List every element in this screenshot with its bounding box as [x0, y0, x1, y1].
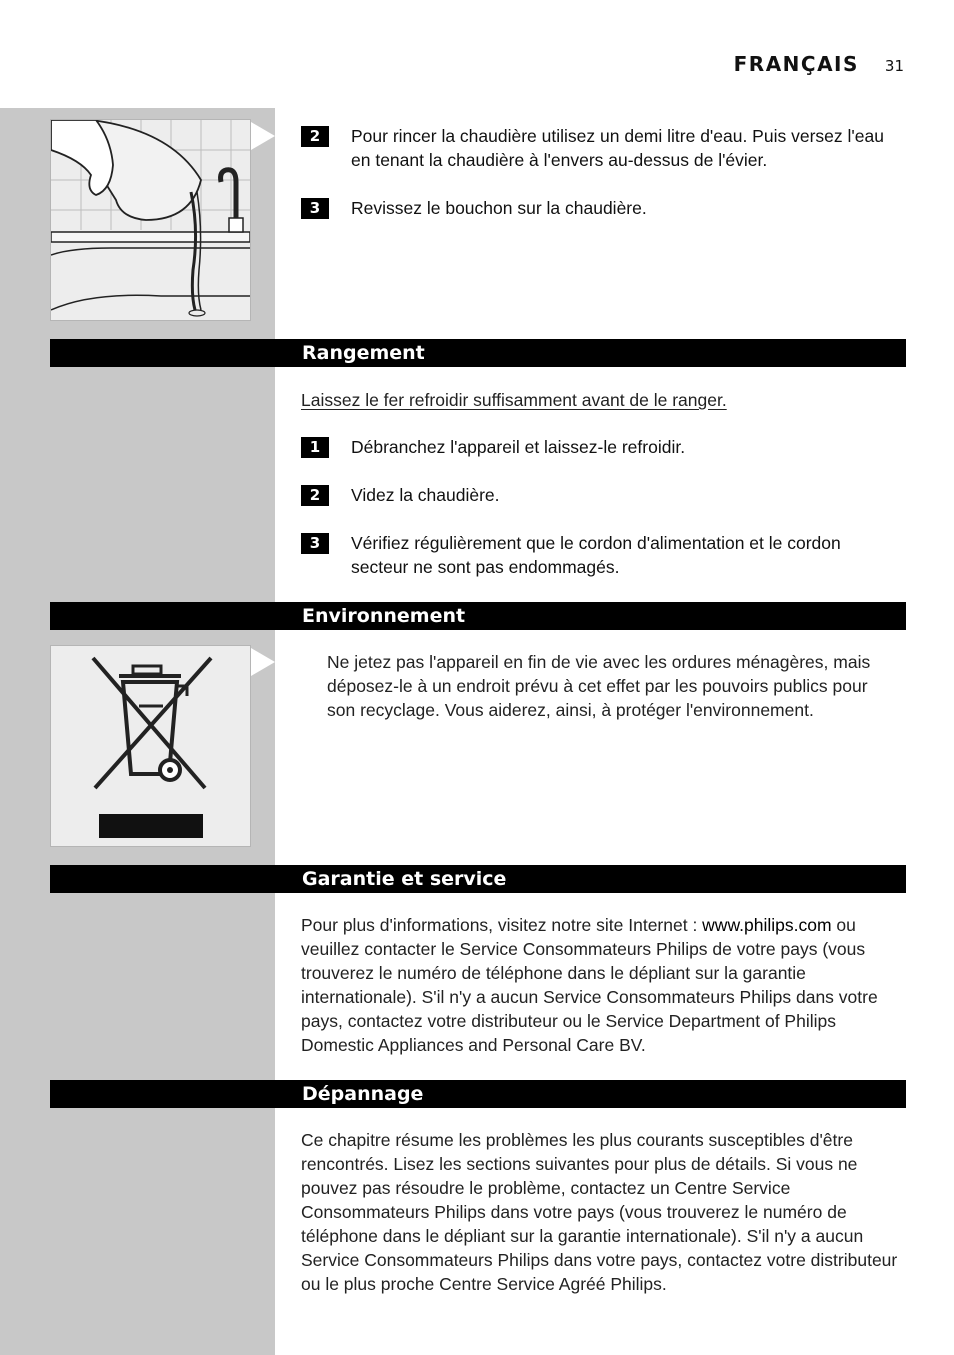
- step-number: 2: [301, 485, 329, 506]
- section-header-depannage: [50, 1080, 906, 1108]
- crossed-out-bin-icon: [50, 645, 251, 847]
- step-text: Débranchez l'appareil et laissez-le refroidir.: [351, 437, 686, 457]
- step-text: Vérifiez régulièrement que le cordon d'alimentation et le cordon secteur ne sont pas endommagés.: [351, 533, 841, 577]
- step-number: 3: [301, 533, 329, 554]
- step-text: Videz la chaudière.: [351, 485, 500, 505]
- step-number: 3: [301, 198, 329, 219]
- sink-rinse-drawing: [51, 120, 250, 320]
- step-text: Revissez le bouchon sur la chaudière.: [351, 198, 647, 218]
- philips-website-link[interactable]: www.philips.com: [702, 915, 832, 935]
- language-label: FRANÇAIS: [733, 52, 859, 76]
- troubleshooting-text: Ce chapitre résume les problèmes les plus courants susceptibles d'être rencontrés. Lisez les sections suivantes pour plus de détails. Si vous ne pouvez pas résoudre le problème, contactez un Centre Service Consommateurs Philips dans votre pays (vous trouverez le numéro de téléphone dans le dépliant sur la garantie internationale). S'il n'y a aucun Service Consommateurs Philips dans votre pays, contactez votre distributeur ou le plus proche Centre Service Agréé Philips.: [301, 1130, 898, 1294]
- section-header-garantie: [50, 865, 906, 893]
- step-item: [301, 435, 907, 459]
- step-number: 2: [301, 126, 329, 147]
- sink-rinse-illustration: [50, 119, 251, 321]
- warranty-text: [301, 913, 907, 1057]
- section-header-rangement: [50, 339, 906, 367]
- step-item: [301, 483, 907, 507]
- storage-note: Laissez le fer refroidir suffisamment avant de le ranger.: [301, 390, 727, 410]
- weee-symbol: [51, 646, 250, 846]
- warranty-text-rest: ou veuillez contacter le Service Consommateurs Philips de votre pays (vous trouverez le numéro de téléphone dans le dépliant sur la garantie internationale). S'il n'y a aucun Service Consommateurs Philips dans votre pays, contactez votre distributeur ou le Service Department of Philips Domestic Appliances and Personal Care BV.: [301, 915, 878, 1055]
- section-title: Garantie et service: [302, 868, 507, 890]
- environment-text: Ne jetez pas l'appareil en fin de vie avec les ordures ménagères, mais déposez-le à un endroit prévu à cet effet par les pouvoirs publics pour son recyclage. Vous aiderez, ainsi, à protéger l'environnement.: [327, 652, 871, 720]
- warranty-text-intro: Pour plus d'informations, visitez notre site Internet :: [301, 915, 703, 935]
- step-number: 1: [301, 437, 329, 458]
- section-title: Dépannage: [302, 1083, 424, 1105]
- figure-pointer: [251, 122, 275, 150]
- page-number: 31: [884, 57, 904, 75]
- step-item: [301, 531, 907, 579]
- step-text: Pour rincer la chaudière utilisez un demi litre d'eau. Puis versez l'eau en tenant la chaudière à l'envers au-dessus de l'évier.: [351, 126, 884, 170]
- section-title: Environnement: [302, 605, 466, 627]
- step-item: [301, 124, 907, 172]
- figure-pointer: [251, 648, 275, 676]
- step-item: [301, 196, 907, 220]
- section-title: Rangement: [302, 342, 425, 364]
- section-header-environnement: [50, 602, 906, 630]
- page-header: [734, 52, 904, 76]
